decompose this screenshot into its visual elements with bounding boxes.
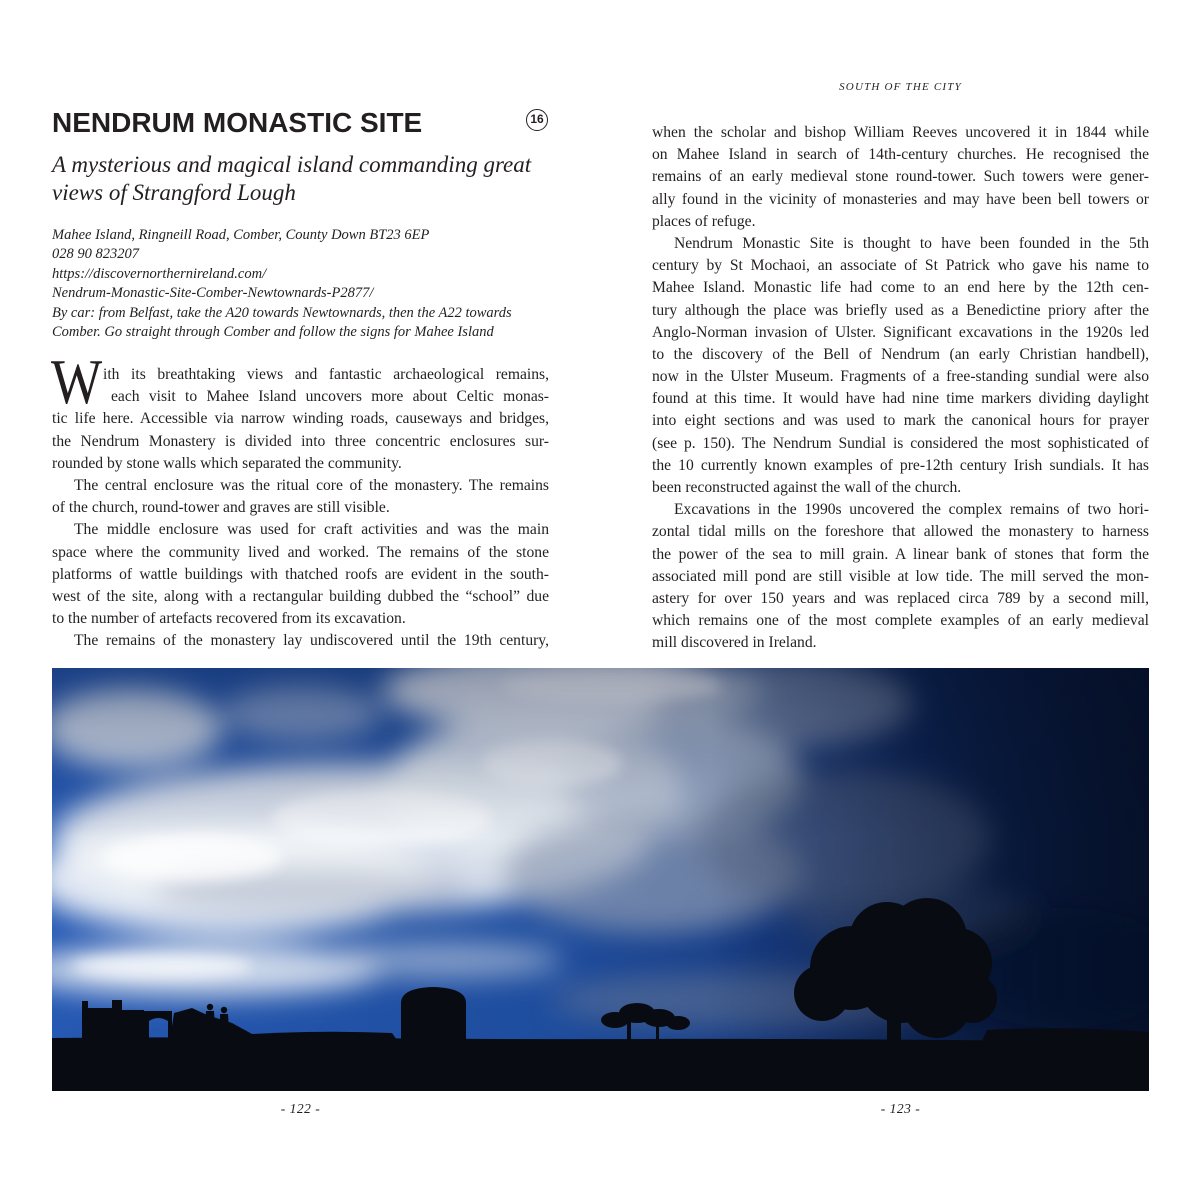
site-number-badge: 16 [526, 109, 548, 131]
body-text-line: found at this time. It would have had nine time markers dividing daylight [652, 390, 1149, 408]
phone-line: 028 90 823207 [52, 246, 139, 262]
body-text-line: Mahee Island. Monastic life had come to an end here by the 12th cen- [652, 279, 1149, 297]
left-body-column [51, 347, 549, 652]
body-text-line: to the discovery of the Bell of Nendrum (an early Christian handbell), [652, 345, 1149, 363]
body-text-line: been reconstructed against the wall of the church. [652, 479, 962, 496]
body-text-line: remains of an early medieval stone round-tower. Such towers were gener- [652, 168, 1149, 186]
body-text-line: (see p. 150). The Nendrum Sundial is considered the most sophisticated of [652, 434, 1149, 452]
ground [52, 1037, 1149, 1091]
round-tower-silhouette [401, 987, 466, 1040]
site-address-block [52, 226, 512, 343]
body-text-line: Nendrum Monastic Site is thought to have been founded in the 5th [674, 234, 1149, 252]
body-text-line: on Mahee Island in search of 14th-century churches. He recognised the [652, 146, 1149, 164]
directions-line: Comber. Go straight through Comber and follow the signs for Mahee Island [52, 324, 494, 340]
landscape-photo [52, 668, 1149, 1091]
body-text-line: ally found in the vicinity of monasteries and may have been bell towers or [652, 190, 1149, 208]
body-text-line: platforms of wattle buildings with thatched roofs are evident in the south- [52, 565, 549, 583]
body-text-line: into eight sections and was used to mark the canonical hours for prayer [652, 412, 1149, 430]
page-number-right: - 123 - [880, 1101, 921, 1116]
body-text-line: associated mill pond are still visible at low tide. The mill served the mon- [652, 567, 1149, 585]
website-line: Nendrum-Monastic-Site-Comber-Newtownards-P2877/ [52, 285, 374, 301]
directions-line: By car: from Belfast, take the A20 towards Newtownards, then the A22 towards [52, 304, 512, 321]
page-number-left: - 122 - [280, 1101, 321, 1116]
body-text-line: tury although the place was briefly used as a Benedictine priory after the [652, 301, 1149, 319]
site-title: NENDRUM MONASTIC SITE [52, 107, 423, 138]
body-text-line: each visit to Mahee Island uncovers more about Celtic monas- [111, 388, 549, 406]
subtitle-line: A mysterious and magical island commanding great [52, 152, 532, 177]
body-text-line: The central enclosure was the ritual core of the monastery. The remains [74, 476, 549, 494]
body-text-line: The remains of the monastery lay undiscovered until the 19th century, [74, 632, 549, 650]
website-line: https://discovernorthernireland.com/ [52, 265, 267, 282]
body-text-line: the 10 currently known examples of pre-12th century Irish sundials. It has [652, 456, 1149, 474]
body-text-line: places of refuge. [652, 212, 756, 230]
body-text-line: rounded by stone walls which separated the community. [52, 454, 402, 472]
body-text-line: the power of the sea to mill grain. A linear bank of stones that form the [652, 545, 1149, 563]
body-text-line: now in the Ulster Museum. Fragments of a free-standing sundial were also [652, 368, 1149, 386]
body-text-line: Excavations in the 1990s uncovered the complex remains of two hori- [674, 501, 1149, 519]
body-text-line: tic life here. Accessible via narrow winding roads, causeways and bridges, [52, 410, 549, 428]
body-text-line: century by St Mochaoi, an associate of St Patrick who gave his name to [652, 257, 1149, 275]
body-text-line: mill discovered in Ireland. [652, 634, 817, 652]
site-subtitle [52, 151, 531, 207]
right-body-column [652, 122, 1149, 655]
body-text-line: zontal tidal mills on the foreshore that allowed the monastery to harness [652, 523, 1149, 541]
drop-cap: W [51, 347, 103, 418]
body-text-line: which remains one of the most complete examples of an early medieval [652, 612, 1149, 630]
running-header: SOUTH OF THE CITY [839, 81, 962, 93]
body-text-line: space where the community lived and worked. The remains of the stone [52, 543, 549, 561]
body-text-line: to the number of artefacts recovered from its excavation. [52, 610, 406, 628]
body-text-line: west of the site, along with a rectangular building dubbed the “school” due [52, 587, 549, 605]
body-text-line: The middle enclosure was used for craft activities and was the main [74, 521, 549, 539]
address-line: Mahee Island, Ringneill Road, Comber, County Down BT23 6EP [52, 226, 430, 243]
subtitle-line: views of Strangford Lough [52, 180, 296, 205]
body-text-line: astery for over 150 years and was replaced circa 789 by a second mill, [652, 589, 1149, 607]
body-text-line: of the church, round-tower and graves are still visible. [52, 499, 390, 517]
body-text-line: ith its breathtaking views and fantastic archaeological remains, [103, 366, 549, 383]
body-text-line: the Nendrum Monastery is divided into three concentric enclosures sur- [52, 432, 549, 450]
body-text-line: Anglo-Norman invasion of Ulster. Significant excavations in the 1920s led [652, 323, 1149, 341]
body-text-line: when the scholar and bishop William Reeves uncovered it in 1844 while [652, 124, 1149, 141]
